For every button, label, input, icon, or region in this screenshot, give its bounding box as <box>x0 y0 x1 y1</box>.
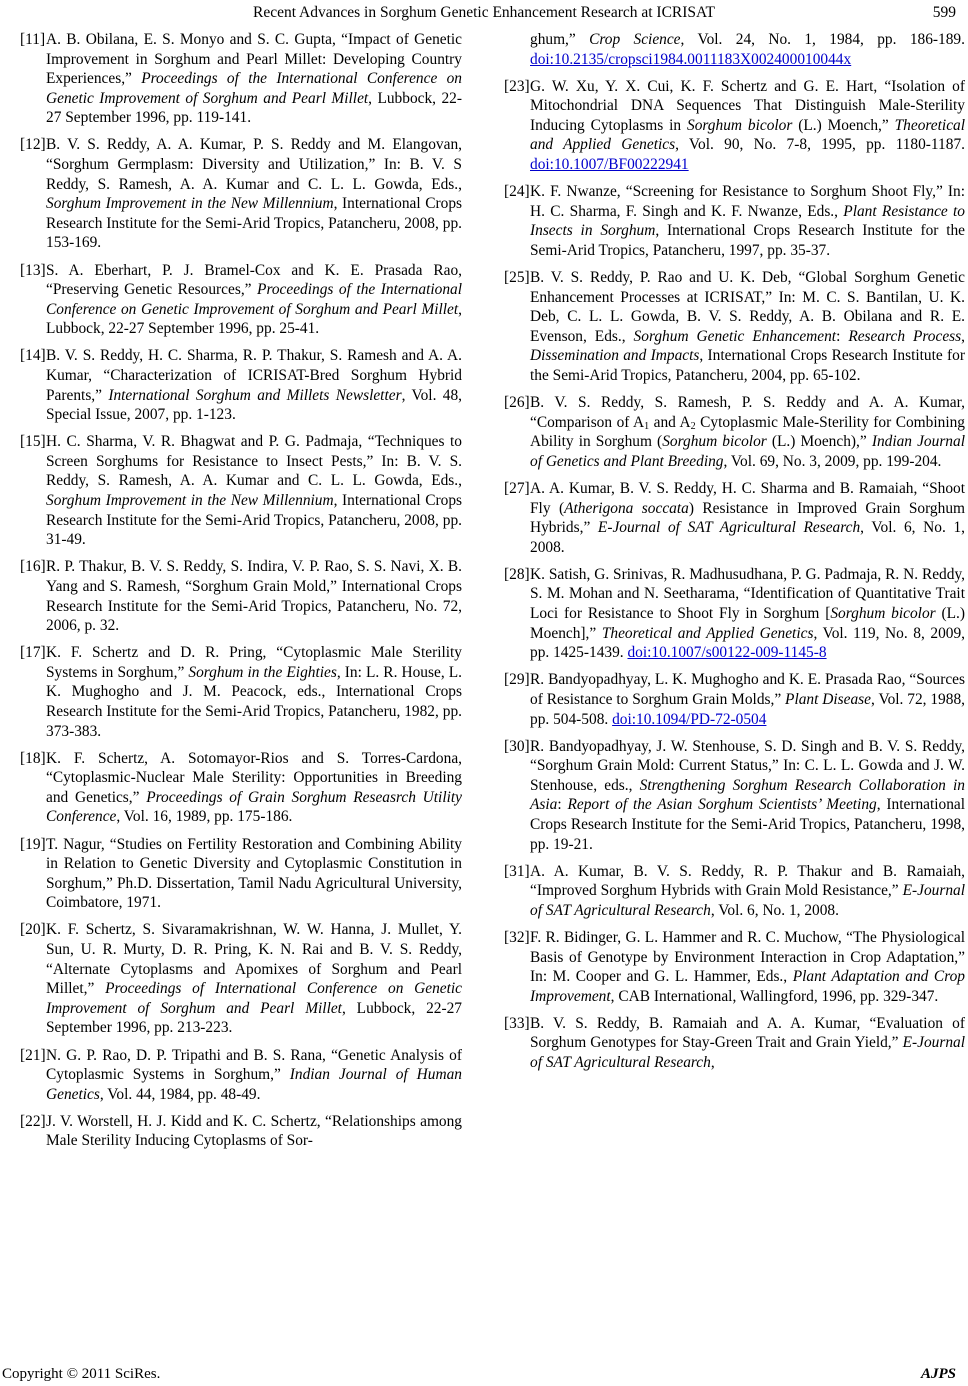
reference-number: [27] <box>504 479 530 497</box>
reference-text: , Lubbock, 22-27 September 1996, pp. 119-141. <box>46 89 462 127</box>
reference-text: J. V. Worstell, H. J. Kidd and K. C. Schertz, “Relationships among Male Sterility Inducing Cytoplasms of Sor- <box>46 1112 462 1150</box>
italic-title: Crop Science <box>589 31 681 48</box>
reference-number: [30] <box>504 737 530 755</box>
reference-text: (L.) Moench),” <box>766 433 872 451</box>
reference-text: F. R. Bidinger, G. L. Hammer and R. C. Muchow, “The Physiological Basis of Genotype by Environment Interaction in Crop Adaptation,” In: M. Cooper and G. L. Hammer, Eds., <box>530 928 965 986</box>
reference-number: [16] <box>20 558 46 576</box>
italic-title: Sorghum bicolor <box>830 605 936 623</box>
reference-text: : <box>557 796 568 814</box>
reference-text: , Vol. 69, No. 3, 2009, pp. 199-204. <box>723 452 942 470</box>
reference-number: [19] <box>20 835 46 853</box>
reference-text: A. A. Kumar, B. V. S. Reddy, R. P. Thakur and B. Ramaiah, “Improved Sorghum Hybrids with Grain Mold Resistance,” <box>530 862 965 900</box>
reference-text: , International Crops Research Institute for the Semi-Arid Tropics, Patancheru, 2004, pp. 65-102. <box>530 347 965 384</box>
reference-text: H. C. Sharma, V. R. Bhagwat and P. G. Padmaja, “Techniques to Screen Sorghums for Resistance to Insect Pests,” In: B. V. S. Reddy, S. Ramesh, A. A. Kumar and C. L. L. Gowda, Eds., <box>46 433 462 490</box>
reference-text: , Lubbock, 22-27 September 1996, pp. 25-41. <box>46 300 462 338</box>
italic-title: E-Journal of SAT Agricultural Research <box>530 1034 965 1071</box>
reference-text: K. F. Schertz and D. R. Pring, “Cytoplasmic Male Sterility Systems in Sorghum,” <box>46 644 462 681</box>
doi-link[interactable]: doi:10.1007/s00122-009-1145-8 <box>627 644 827 662</box>
reference-entry <box>504 182 965 260</box>
reference-text: G. W. Xu, Y. X. Cui, K. F. Schertz and G. E. Hart, “Isolation of Mitochondrial DNA Sequences That Distinguish Male-Sterility Inducing Cytoplasms in <box>530 77 965 134</box>
italic-title: Indian Journal of Human Genetics <box>46 1066 462 1103</box>
reference-entry <box>20 643 462 741</box>
italic-title: Proceedings of the International Conference on Genetic Improvement of Sorghum and Pearl Millet <box>46 70 462 107</box>
reference-text: , CAB International, Wallingford, 1996, pp. 329-347. <box>610 987 939 1005</box>
reference-entry <box>20 1112 462 1151</box>
page-number: 599 <box>932 4 956 21</box>
reference-text: , Vol. 72, 1988, pp. 504-508. <box>530 690 965 728</box>
reference-number: [31] <box>504 862 530 880</box>
reference-text: (L.) Moench],” <box>530 605 965 642</box>
italic-title: Theoretical and Applied Genetics <box>601 624 814 642</box>
doi-link[interactable]: doi:10.1007/BF00222941 <box>530 156 689 174</box>
italic-title: International Sorghum and Millets Newsletter <box>108 386 402 404</box>
reference-text: , Vol. 119, No. 8, 2009, pp. 1425-1439. <box>530 624 965 662</box>
reference-text: K. F. Nwanze, “Screening for Resistance to Sorghum Shoot Fly,” In: H. C. Sharma, F. Singh and K. F. Nwanze, Eds., <box>530 183 965 220</box>
reference-text: , Vol. 48, Special Issue, 2007, pp. 1-123. <box>46 386 462 424</box>
reference-entry <box>20 30 462 128</box>
reference-text: ) Resistance in Improved Grain Sorghum Hybrids,” <box>530 499 965 537</box>
italic-title: Sorghum bicolor <box>687 116 793 134</box>
running-title: Recent Advances in Sorghum Genetic Enhancement Research at ICRISAT <box>252 4 715 21</box>
reference-number: [23] <box>504 77 530 95</box>
reference-text: , International Crops Research Institute for the Semi-Arid Tropics, Patancheru, 2008, pp. 153-169. <box>46 195 463 252</box>
reference-text: , <box>961 327 965 345</box>
journal-abbreviation: AJPS <box>920 1366 956 1382</box>
reference-entry <box>20 346 462 424</box>
running-header <box>0 4 968 26</box>
reference-number: [28] <box>504 565 530 583</box>
reference-entry <box>504 479 965 557</box>
reference-entry <box>504 77 965 175</box>
italic-title: Proceedings of Grain Sorghum Reseasrch Utility Conference <box>46 788 462 826</box>
italic-title: Proceedings of International Conference on Genetic Improvement of Sorghum and Pearl Millet <box>46 980 462 1017</box>
reference-number: [24] <box>504 183 530 201</box>
reference-text: and A <box>649 413 691 431</box>
reference-entry <box>20 261 462 339</box>
reference-text: S. A. Eberhart, P. J. Bramel-Cox and K. E. Prasada Rao, “Preserving Genetic Resources,” <box>46 261 462 299</box>
italic-title: Research Process <box>848 327 962 345</box>
reference-text: Cytoplasmic Male-Sterility for Combining Ability in Sorghum ( <box>530 413 965 451</box>
reference-text: A. A. Kumar, B. V. S. Reddy, H. C. Sharma and B. Ramaiah, “Shoot Fly ( <box>530 479 965 517</box>
italic-title: Report of the Asian Sorghum Scientists’ Meeting <box>567 796 877 814</box>
reference-text: , International Crops Research Institute for the Semi-Arid Tropics, Patancheru, 1998, pp. 19-21. <box>530 796 966 853</box>
italic-title: Dissemination and Impacts <box>530 347 700 365</box>
italic-title: Atherigona soccata <box>564 499 689 517</box>
reference-entry <box>504 268 965 386</box>
reference-text: , Vol. 44, 1984, pp. 48-49. <box>99 1085 261 1103</box>
italic-title: Plant Disease <box>785 690 871 708</box>
reference-number: [17] <box>20 644 46 662</box>
italic-title: Sorghum Improvement in the New Millennium <box>46 195 334 213</box>
reference-text: A. B. Obilana, E. S. Monyo and S. C. Gupta, “Impact of Genetic Improvement in Sorghum and Pearl Millet: Developing Country Experiences,” <box>46 31 462 88</box>
italic-title: Indian Journal of Genetics and Plant Breeding <box>530 433 965 470</box>
reference-text: B. V. S. Reddy, B. Ramaiah and A. A. Kumar, “Evaluation of Sorghum Genotypes for Stay-Green Trait and Grain Yield,” <box>530 1014 965 1052</box>
reference-entry <box>504 30 965 69</box>
reference-text: K. F. Schertz, S. Sivaramakrishnan, W. W. Hanna, J. Mullet, Y. Sun, U. R. Murty, D. R. Pring, K. N. Rai and B. V. S. Reddy, “Alternate Cytoplasms and Apomixes of Sorghum and Pearl Millet,” <box>46 921 462 998</box>
reference-entry <box>20 835 462 913</box>
italic-title: Strengthening Sorghum Research Collaboration in Asia <box>530 776 965 814</box>
reference-entry <box>20 1046 462 1105</box>
italic-title: Theoretical and Applied Genetics <box>530 116 965 154</box>
reference-text: R. Bandyopadhyay, L. K. Mughogho and K. E. Prasada Rao, “Sources of Resistance to Sorghum Grain Molds,” <box>530 671 965 708</box>
reference-text: T. Nagur, “Studies on Fertility Restoration and Combining Ability in Relation to Genetic Diversity and Cytoplasmic Constitution in Sorghum,” Ph.D. Dissertation, Tamil Nadu Agricultural University, Coimbatore, 1971. <box>46 835 462 912</box>
reference-number: [25] <box>504 269 530 287</box>
reference-entry <box>20 749 462 827</box>
reference-number: [33] <box>504 1014 530 1032</box>
reference-number: [29] <box>504 671 530 689</box>
italic-title: Plant Adaptation and Crop Improvement <box>530 968 966 1005</box>
subscript: 1 <box>644 420 650 432</box>
reference-text: K. F. Schertz, A. Sotomayor-Rios and S. Torres-Cardona, “Cytoplasmic-Nuclear Male Sterility: Opportunities in Breeding and Genetics,” <box>46 749 462 806</box>
reference-text: : <box>836 327 849 345</box>
italic-title: Sorghum Genetic Enhancement <box>633 327 837 345</box>
reference-entry <box>20 135 462 253</box>
reference-text: , Vol. 90, No. 7-8, 1995, pp. 1180-1187. <box>675 136 965 154</box>
reference-number: [13] <box>20 261 46 279</box>
reference-text: , Vol. 16, 1989, pp. 175-186. <box>116 808 293 826</box>
italic-title: Sorghum bicolor <box>662 433 767 451</box>
italic-title: Plant Resistance to Insects in Sorghum <box>530 202 965 240</box>
reference-entry <box>504 1014 965 1073</box>
reference-text: B. V. S. Reddy, H. C. Sharma, R. P. Thakur, S. Ramesh and A. A. Kumar, “Characterization of ICRISAT-Bred Sorghum Hybrid Parents,” <box>46 347 462 404</box>
reference-entry <box>20 920 462 1038</box>
reference-entry <box>504 565 965 663</box>
references-right-column <box>504 30 965 1080</box>
reference-entry <box>504 670 965 729</box>
subscript: 2 <box>690 420 696 432</box>
reference-text: K. Satish, G. Srinivas, R. Madhusudhana, P. G. Padmaja, R. N. Reddy, S. M. Mohan and N. Seetharama, “Identification of Quantitative Trait Loci for Resistance to Shoot Fly in Sorghum [ <box>530 565 965 623</box>
reference-number: [15] <box>20 433 46 451</box>
copyright-notice: Copyright © 2011 SciRes. <box>2 1366 161 1382</box>
reference-text: , In: L. R. House, L. K. Mughogho and J. M. Peacock, eds., International Crops Research Institute for the Semi-Arid Tropics, Patancheru, 1982, pp. 373-383. <box>46 663 462 740</box>
reference-text: , International Crops Research Institute for the Semi-Arid Tropics, Patancheru, 1997, pp. 35-37. <box>530 222 965 259</box>
doi-link[interactable]: doi:10.2135/cropsci1984.0011183X002400010044x <box>530 50 852 68</box>
reference-number: [14] <box>20 347 46 365</box>
reference-text: B. V. S. Reddy, P. Rao and U. K. Deb, “Global Sorghum Genetic Enhancement Processes at ICRISAT,” In: M. C. S. Bantilan, U. K. Deb, C. L. L. Gowda, B. V. S. Reddy, A. B. Obilana and R. E. Evenson, Eds., <box>530 269 965 345</box>
italic-title: E-Journal of SAT Agricultural Research <box>530 882 965 919</box>
reference-number: [22] <box>20 1112 46 1130</box>
reference-number: [26] <box>504 394 530 412</box>
reference-number: [18] <box>20 749 46 767</box>
reference-text: (L.) Moench,” <box>792 116 895 134</box>
reference-entry <box>504 737 965 855</box>
reference-text: N. G. P. Rao, D. P. Tripathi and B. S. Rana, “Genetic Analysis of Cytoplasmic Systems in Sorghum,” <box>46 1046 462 1084</box>
italic-title: E-Journal of SAT Agricultural Research <box>597 519 861 537</box>
reference-entry <box>504 928 965 1006</box>
reference-number: [21] <box>20 1046 46 1064</box>
reference-text: R. P. Thakur, B. V. S. Reddy, S. Indira, V. P. Rao, S. S. Navi, X. B. Yang and S. Ramesh, “Sorghum Grain Mold,” International Crops Research Institute for the Semi-Arid Tropics, Patancheru, No. 72, 2006, p. 32. <box>46 558 462 635</box>
doi-link[interactable]: doi:10.1094/PD-72-0504 <box>612 710 767 728</box>
reference-number: [12] <box>20 136 46 154</box>
reference-entry <box>20 432 462 550</box>
reference-text: ghum,” <box>530 31 590 48</box>
reference-entry <box>504 862 965 921</box>
reference-text: , International Crops Research Institute for the Semi-Arid Tropics, Patancheru, 2008, pp. 31-49. <box>46 492 463 549</box>
reference-text: , <box>710 1054 715 1071</box>
italic-title: Proceedings of the International Conference on Genetic Improvement of Sorghum and Pearl Millet <box>46 281 462 318</box>
reference-number: [32] <box>504 928 530 946</box>
reference-text: B. V. S. Reddy, S. Ramesh, P. S. Reddy and A. A. Kumar, “Comparison of A <box>530 394 965 431</box>
reference-entry <box>504 393 965 471</box>
references-left-column <box>20 30 462 1158</box>
italic-title: Sorghum in the Eighties <box>188 663 337 681</box>
reference-text: , Vol. 6, No. 1, 2008. <box>710 901 839 919</box>
reference-number: [20] <box>20 921 46 939</box>
reference-number: [11] <box>20 31 46 48</box>
reference-entry <box>20 557 462 635</box>
reference-text: , Vol. 6, No. 1, 2008. <box>530 519 965 556</box>
reference-text: , Vol. 24, No. 1, 1984, pp. 186-189. <box>680 31 965 48</box>
reference-text: , Lubbock, 22-27 September 1996, pp. 213-223. <box>46 999 462 1037</box>
italic-title: Sorghum Improvement in the New Millennium <box>46 492 334 510</box>
reference-text: R. Bandyopadhyay, J. W. Stenhouse, S. D. Singh and B. V. S. Reddy, “Sorghum Grain Mold: Current Status,” In: C. L. L. Gowda and J. W. Stenhouse, eds., <box>530 737 965 794</box>
reference-text: B. V. S. Reddy, A. A. Kumar, P. S. Reddy and M. Elangovan, “Sorghum Germplasm: Diversity and Utilization,” In: B. V. S Reddy, S. Ramesh, A. A. Kumar and C. L. L. Gowda, Eds., <box>46 136 462 193</box>
